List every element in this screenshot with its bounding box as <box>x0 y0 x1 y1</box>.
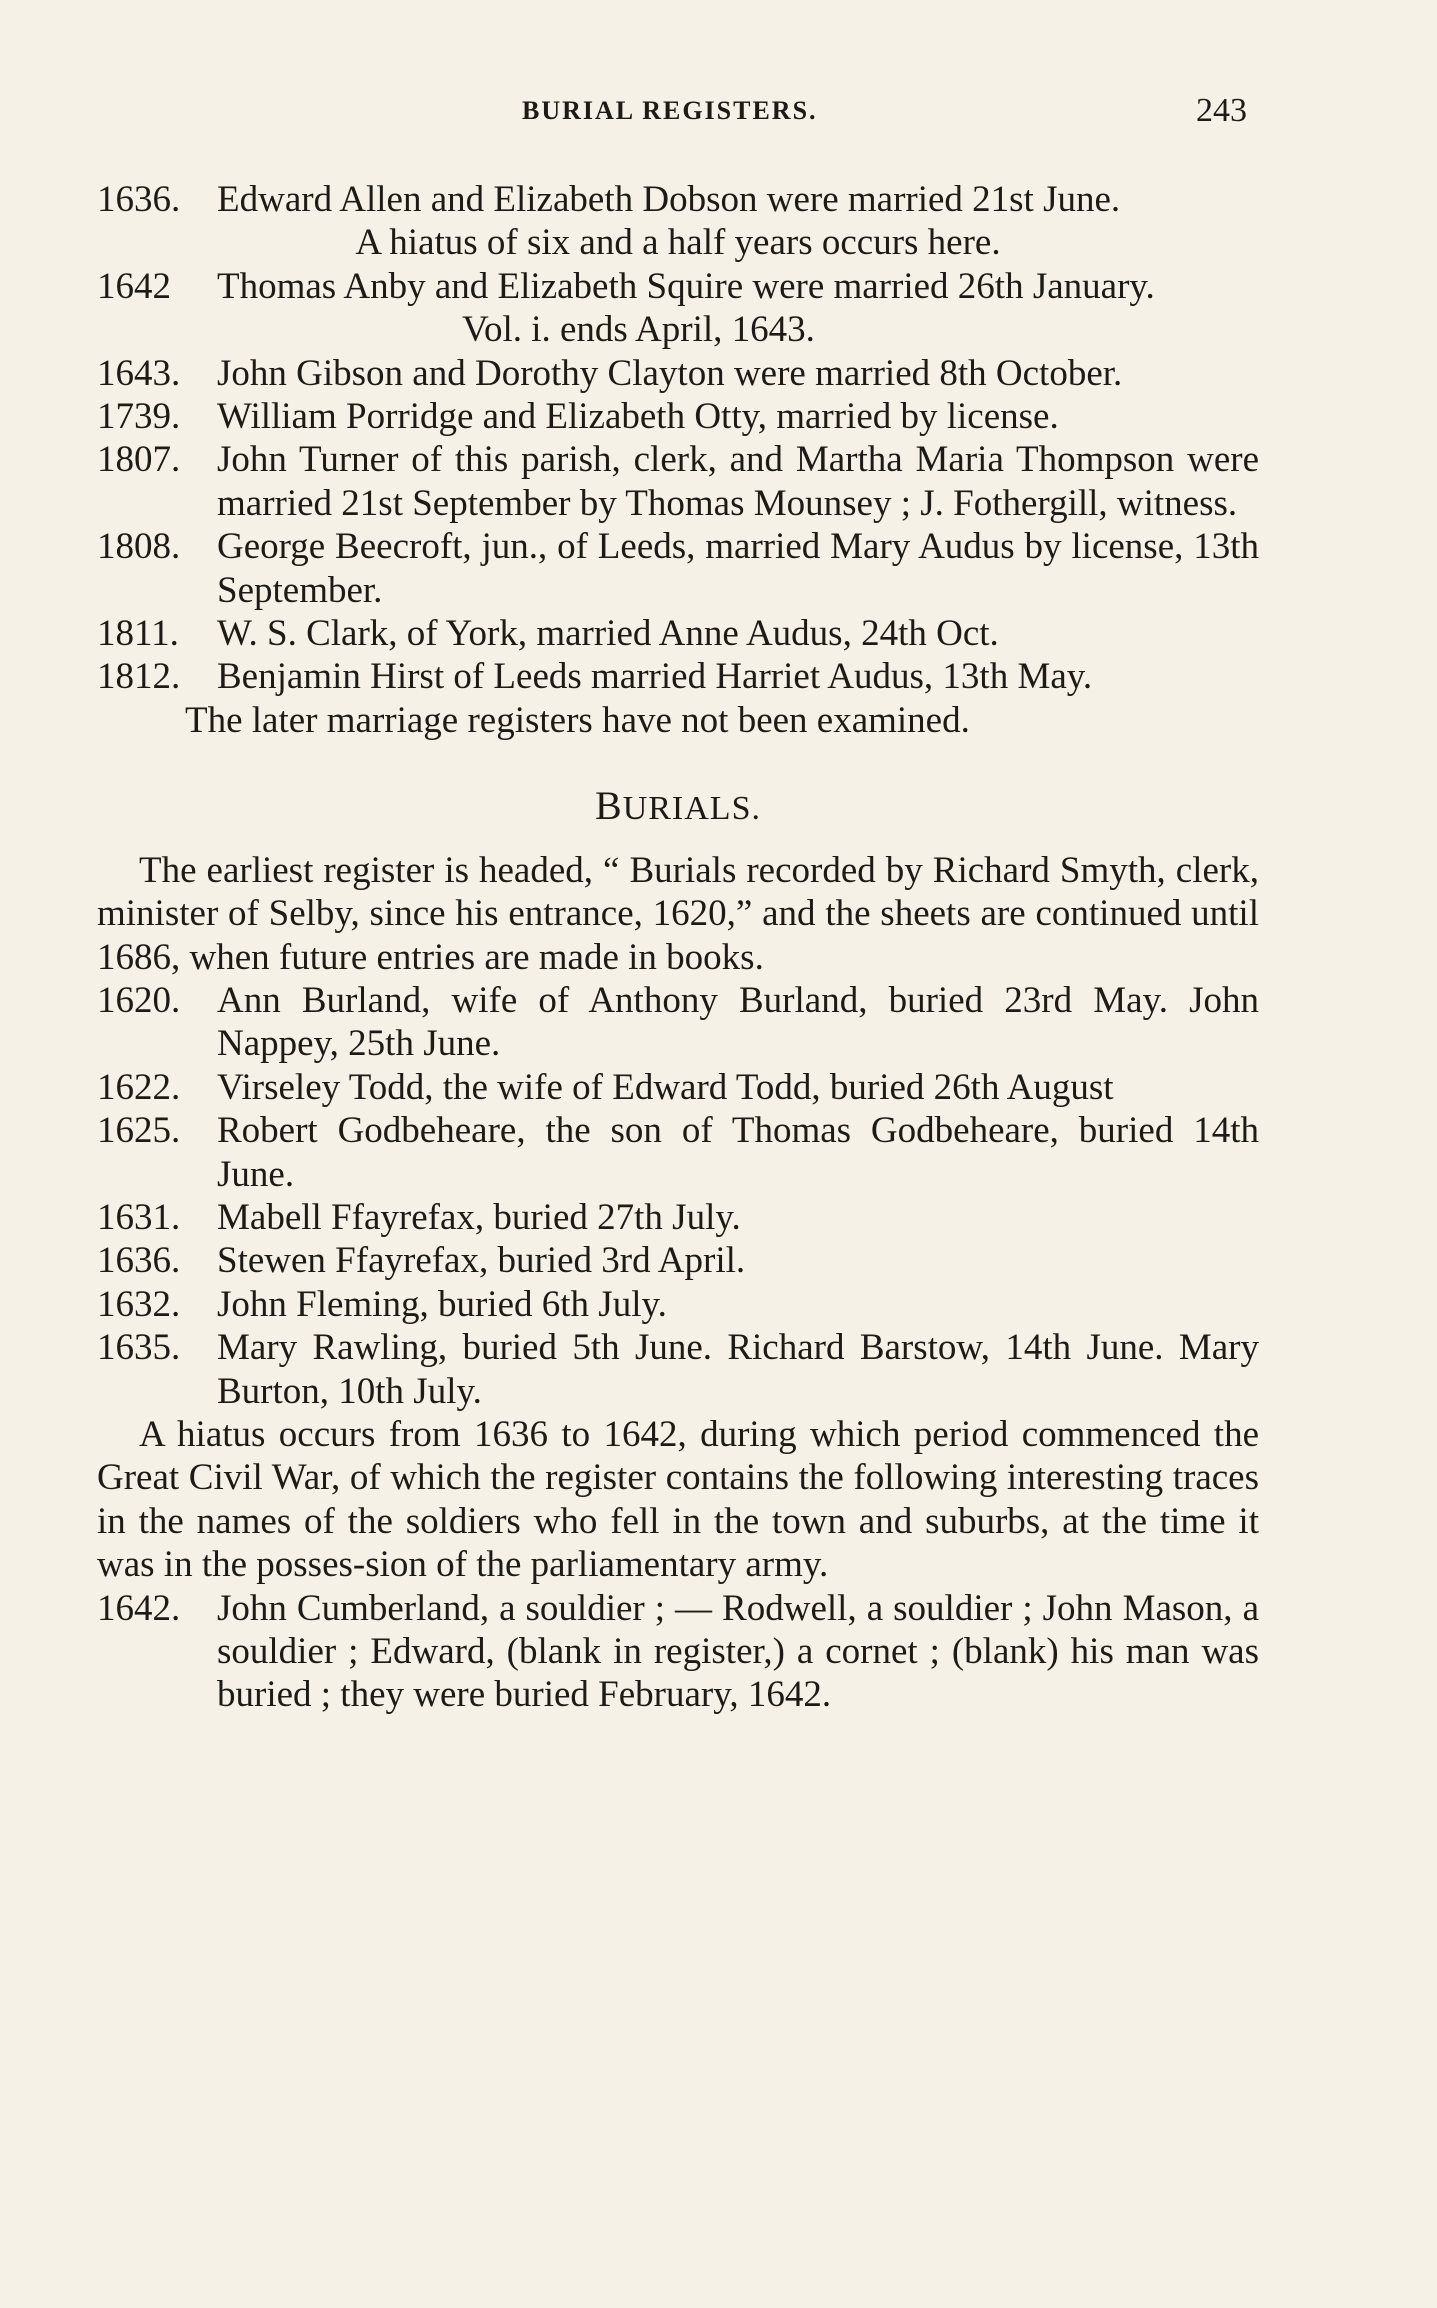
later-registers-note: The later marriage registers have not been examined. <box>185 699 970 741</box>
entry-year: 1636. <box>97 1240 181 1282</box>
entry-year: 1620. <box>97 979 181 1021</box>
entry-text: John Fleming, buried 6th July. <box>217 1283 667 1325</box>
marriage-entry <box>97 655 1259 698</box>
burial-entry <box>97 1196 1259 1239</box>
page-number: 243 <box>1196 92 1247 129</box>
entry-text: John Turner of this parish, clerk, and Martha Maria Thompson were married 21st September by Thomas Mounsey ; J. Fothergill, witness. <box>217 439 1259 524</box>
burial-entry <box>97 1109 1259 1196</box>
marriage-entry <box>97 525 1259 612</box>
entry-text: Edward Allen and Elizabeth Dobson were married 21st June. <box>217 179 1121 220</box>
entry-text: Ann Burland, wife of Anthony Burland, buried 23rd May. John Nappey, 25th June. <box>217 979 1259 1065</box>
running-head-title: BURIAL REGISTERS. <box>522 96 818 125</box>
heading-rest: URIALS. <box>622 790 761 828</box>
burial-entry <box>97 1239 1259 1282</box>
entry-year: 1808. <box>97 526 181 568</box>
entry-year: 1643. <box>97 352 181 394</box>
entry-text: John Cumberland, a souldier ; — Rodwell, a souldier ; John Mason, a souldier ; Edward, (blank in register,) a cornet ; (blank) his man was buried ; they were buried February, 1642. <box>217 1587 1259 1716</box>
entry-text: Stewen Ffayrefax, buried 3rd April. <box>217 1240 746 1282</box>
volume-note: Vol. i. ends April, 1643. <box>462 309 815 351</box>
entry-year: 1632. <box>97 1283 181 1325</box>
entry-year: 1811. <box>97 613 179 655</box>
entry-text: Thomas Anby and Elizabeth Squire were married 26th January. <box>217 265 1155 307</box>
entry-text: Mary Rawling, buried 5th June. Richard Barstow, 14th June. Mary Burton, 10th July. <box>217 1327 1259 1412</box>
marriage-entry <box>97 178 1259 221</box>
entry-text: William Porridge and Elizabeth Otty, married by license. <box>217 396 1059 438</box>
marriage-entry <box>97 395 1259 438</box>
hiatus-paragraph: A hiatus occurs from 1636 to 1642, during which period commenced the Great Civil War, of which the register contains the following interesting traces in the names of the soldiers who fell in the town and suburbs, at the time it was in the posses-sion of the parliamentary army. <box>97 1413 1259 1586</box>
entry-text: Benjamin Hirst of Leeds married Harriet Audus, 13th May. <box>217 656 1093 698</box>
entry-year: 1807. <box>97 439 181 481</box>
intro-paragraph: The earliest register is headed, “ Burials recorded by Richard Smyth, clerk, minister of Selby, since his entrance, 1620,” and the sheets are continued until 1686, when future entries are made in books. <box>97 849 1259 978</box>
entry-text: W. S. Clark, of York, married Anne Audus, 24th Oct. <box>217 613 999 655</box>
entry-text: John Gibson and Dorothy Clayton were married 8th October. <box>217 352 1123 394</box>
entry-text: George Beecroft, jun., of Leeds, married Mary Audus by license, 13th September. <box>217 526 1259 611</box>
entry-text: Robert Godbeheare, the son of Thomas Godbeheare, buried 14th June. <box>217 1110 1259 1195</box>
section-heading-burials <box>97 784 1259 830</box>
entry-year: 1739. <box>97 396 181 438</box>
entry-year: 1636. <box>97 179 181 220</box>
entry-year: 1631. <box>97 1196 181 1238</box>
entry-year: 1812. <box>97 656 181 698</box>
heading-initial: B <box>595 783 623 829</box>
marriage-entry <box>97 438 1259 525</box>
hiatus-note: A hiatus of six and a half years occurs here. <box>355 222 1001 264</box>
burial-entry <box>97 979 1259 1066</box>
burial-entry <box>97 1066 1259 1109</box>
running-head <box>0 92 1437 132</box>
marriage-entry <box>97 612 1259 655</box>
burial-entry <box>97 1326 1259 1413</box>
entry-text: Virseley Todd, the wife of Edward Todd, buried 26th August <box>217 1066 1114 1108</box>
entry-year: 1642 <box>97 265 171 307</box>
entry-year: 1642. <box>97 1587 181 1629</box>
burial-entry <box>97 1587 1259 1717</box>
entry-year: 1622. <box>97 1066 181 1108</box>
entry-year: 1625. <box>97 1110 181 1152</box>
entry-text: Mabell Ffayrefax, buried 27th July. <box>217 1196 741 1238</box>
burial-entry <box>97 1283 1259 1326</box>
marriage-entry <box>97 352 1259 395</box>
body-text <box>97 178 1259 1717</box>
marriage-entry <box>97 265 1259 308</box>
entry-year: 1635. <box>97 1327 181 1369</box>
